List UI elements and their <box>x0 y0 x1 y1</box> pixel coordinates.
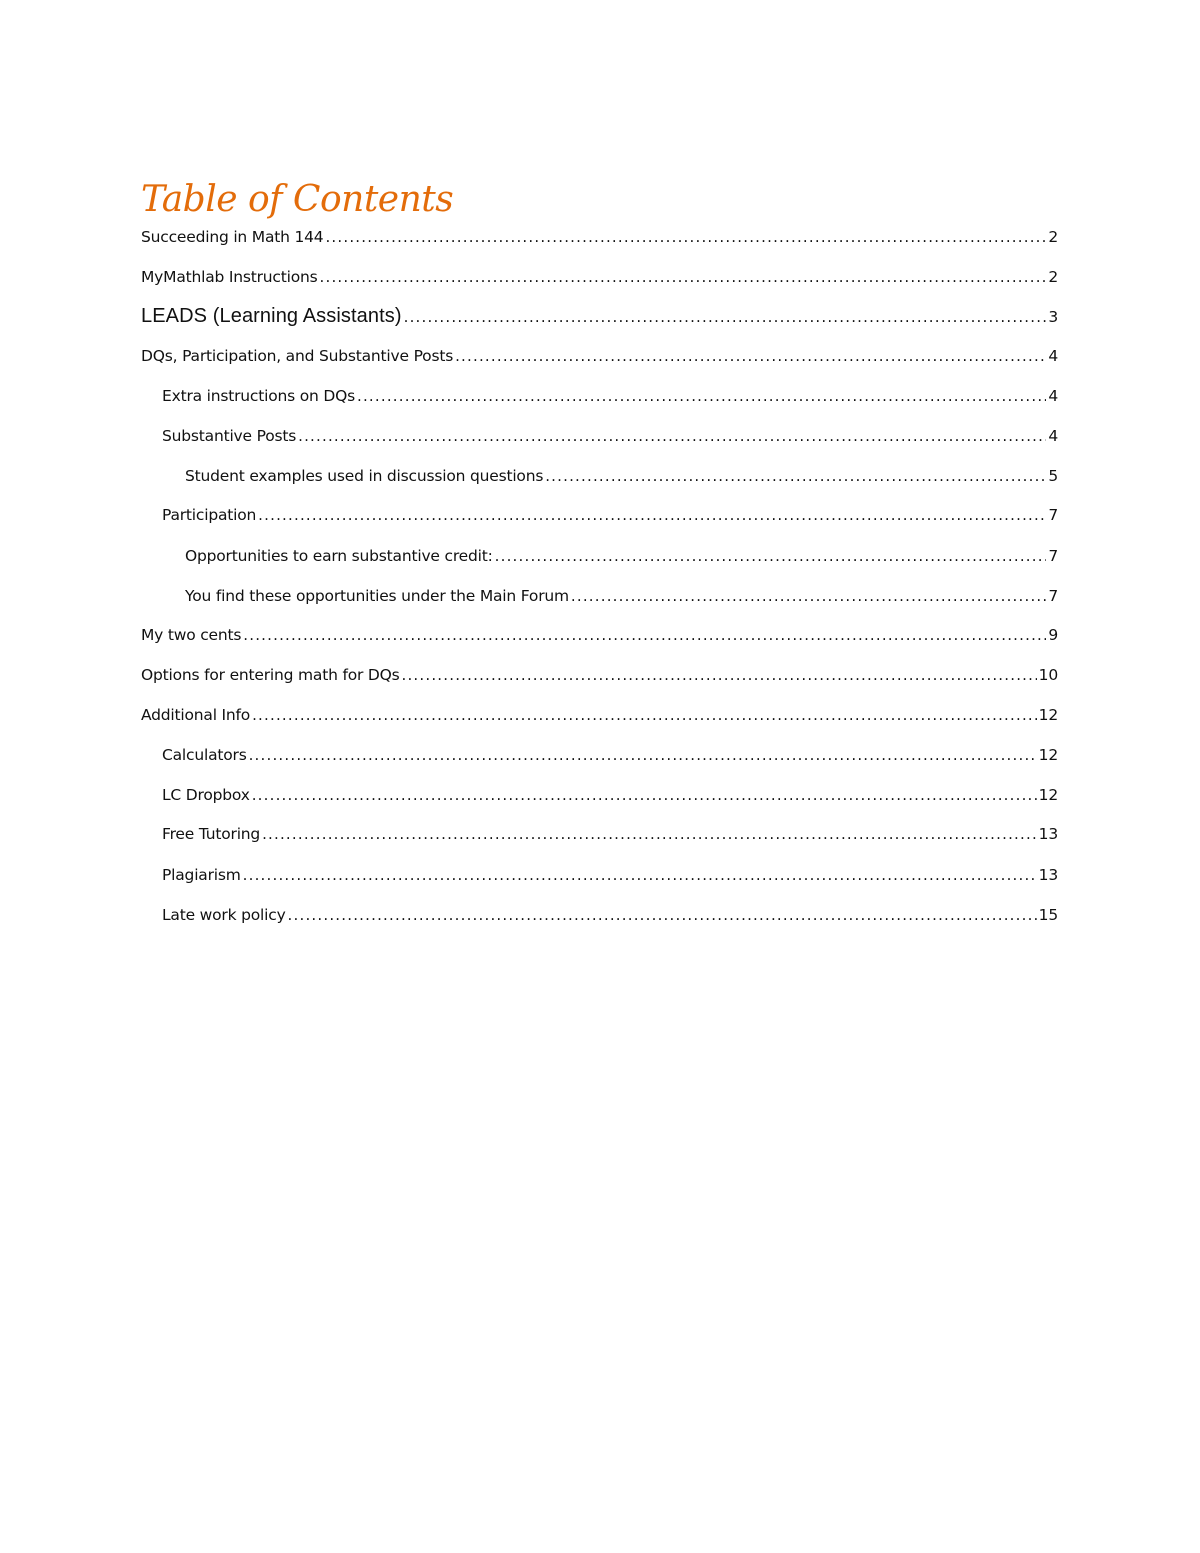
toc-dot-leader <box>402 666 1037 684</box>
toc-dot-leader <box>252 706 1037 724</box>
toc-entry-page-number: 2 <box>1048 228 1058 246</box>
toc-entry-label: Plagiarism <box>162 866 241 884</box>
toc-entry-label: Extra instructions on DQs <box>162 387 355 405</box>
toc-entry-label: MyMathlab Instructions <box>141 268 318 286</box>
toc-entry-succeeding-in-math-144[interactable] <box>141 228 1058 254</box>
toc-entry-label: DQs, Participation, and Substantive Posts <box>141 347 454 365</box>
toc-entry-page-number: 4 <box>1048 427 1058 445</box>
toc-entry-student-examples[interactable] <box>185 467 1058 493</box>
toc-entry-page-number: 13 <box>1038 825 1058 843</box>
toc-entry-label: Substantive Posts <box>162 427 297 445</box>
toc-dot-leader <box>325 228 1046 246</box>
toc-entry-page-number: 9 <box>1048 626 1058 644</box>
toc-entry-page-number: 4 <box>1048 387 1058 405</box>
toc-entry-label: You find these opportunities under the Main Forum <box>185 587 569 605</box>
toc-entry-calculators[interactable] <box>162 746 1058 772</box>
toc-dot-leader <box>545 467 1046 485</box>
toc-entry-substantive-posts[interactable] <box>162 427 1058 453</box>
toc-entry-label: My two cents <box>141 626 242 644</box>
toc-dot-leader <box>258 506 1046 524</box>
toc-entry-lc-dropbox[interactable] <box>162 786 1058 812</box>
toc-entry-page-number: 2 <box>1048 268 1058 286</box>
toc-dot-leader <box>320 268 1047 286</box>
toc-dot-leader <box>571 587 1046 605</box>
toc-entry-participation[interactable] <box>162 506 1058 532</box>
toc-entry-mymathlab-instructions[interactable] <box>141 268 1058 294</box>
toc-entry-page-number: 3 <box>1048 308 1058 326</box>
toc-dot-leader <box>298 427 1046 445</box>
toc-dot-leader <box>404 308 1047 326</box>
toc-entry-page-number: 7 <box>1048 587 1058 605</box>
toc-entry-label: Participation <box>162 506 257 524</box>
toc-entry-label: Calculators <box>162 746 247 764</box>
toc-title: Table of Contents <box>141 179 454 220</box>
toc-entry-label: Free Tutoring <box>162 825 261 843</box>
toc-entry-label: Succeeding in Math 144 <box>141 228 324 246</box>
toc-entry-dqs-participation-substantive-posts[interactable] <box>141 347 1058 373</box>
toc-entry-label: Options for entering math for DQs <box>141 666 400 684</box>
toc-dot-leader <box>252 786 1037 804</box>
toc-entry-page-number: 13 <box>1038 866 1058 884</box>
toc-dot-leader <box>262 825 1037 843</box>
toc-entry-plagiarism[interactable] <box>162 866 1058 892</box>
toc-entry-opportunities-main-forum[interactable] <box>185 587 1058 613</box>
toc-entry-late-work-policy[interactable] <box>162 906 1058 932</box>
toc-entry-page-number: 12 <box>1038 746 1058 764</box>
toc-dot-leader <box>243 866 1037 884</box>
toc-entry-page-number: 15 <box>1038 906 1058 924</box>
toc-entry-page-number: 12 <box>1038 786 1058 804</box>
toc-entry-label: Opportunities to earn substantive credit: <box>185 547 493 565</box>
toc-entry-leads[interactable] <box>141 305 1058 331</box>
toc-entry-free-tutoring[interactable] <box>162 825 1058 851</box>
toc-entry-page-number: 12 <box>1038 706 1058 724</box>
toc-entry-label: LC Dropbox <box>162 786 250 804</box>
toc-entry-page-number: 10 <box>1038 666 1058 684</box>
toc-entry-additional-info[interactable] <box>141 706 1058 732</box>
toc-entry-options-entering-math[interactable] <box>141 666 1058 692</box>
toc-entry-page-number: 7 <box>1048 547 1058 565</box>
toc-entry-label: Late work policy <box>162 906 286 924</box>
toc-dot-leader <box>249 746 1037 764</box>
toc-entry-label: Student examples used in discussion questions <box>185 467 544 485</box>
toc-entry-my-two-cents[interactable] <box>141 626 1058 652</box>
toc-entry-page-number: 4 <box>1048 347 1058 365</box>
toc-dot-leader <box>243 626 1046 644</box>
toc-dot-leader <box>288 906 1037 924</box>
toc-entry-label: Additional Info <box>141 706 251 724</box>
toc-entry-label: LEADS (Learning Assistants) <box>141 305 402 327</box>
toc-entry-extra-instructions-on-dqs[interactable] <box>162 387 1058 413</box>
toc-dot-leader <box>455 347 1046 365</box>
toc-dot-leader <box>495 547 1047 565</box>
toc-entry-page-number: 5 <box>1048 467 1058 485</box>
toc-entry-page-number: 7 <box>1048 506 1058 524</box>
toc-entry-opportunities-substantive-credit[interactable] <box>185 547 1058 573</box>
toc-dot-leader <box>357 387 1046 405</box>
